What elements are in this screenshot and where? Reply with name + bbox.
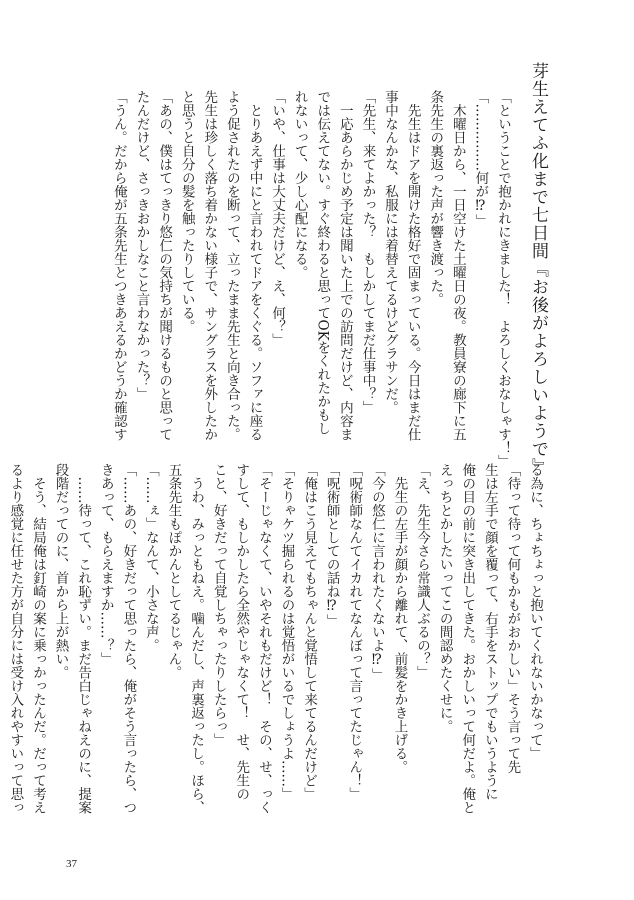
text-line: こと、好きだって自覚しちゃったりしたらっ」 <box>210 463 227 747</box>
text-line: きあって、もらえますか……？」 <box>97 463 114 666</box>
text-line: 「呪術師としての話ね⁉︎」 <box>323 463 340 628</box>
text-line: 「俺はこう見えてもちゃんと覚悟して来てるんだけど」 <box>301 463 318 801</box>
text-line: 事中なんかな、私服には着替えてるけどグラサンだ。 <box>382 90 399 414</box>
text-line: 「待って待って何もかもがおかしい」そう言って先 <box>504 463 521 774</box>
text-line: 段階だってのに、首から上が熱い。 <box>52 463 69 679</box>
text-line: 「……ぇ」なんて、小さな声。 <box>142 463 159 652</box>
text-line: とりあえず中にと言われてドアをくぐる。ソファに座る <box>246 90 263 441</box>
text-line: 「いや、仕事は大丈夫だけど、え、何？」 <box>269 90 286 347</box>
text-line: 木曜日から、一日空けた土曜日の夜。教員寮の廊下に五 <box>449 90 466 441</box>
text-line: よう促されたのを断って、立ったまま先生と向き合った。 <box>223 90 240 441</box>
text-line: 「ということで抱かれにきました！ よろしくおなしゃす！」 <box>495 90 511 468</box>
text-line: と思うと自分の髪を触ったりしている。 <box>178 90 195 333</box>
chapter-title: 芽生えてふ化まで七日間『お後がよろしいようで』 <box>528 62 548 476</box>
text-line: 「呪術師なんてイカれてなんぼって言ってたじゃん！」 <box>346 463 363 801</box>
text-line: るより感覚に任せた方が自分には受け入れやすいって思っ <box>7 463 24 814</box>
text-line: 「うん。だから俺が五条先生とつきあえるかどうか確認す <box>110 90 127 441</box>
upper-text-block <box>74 90 514 468</box>
text-line: 先生の左手が顔から離れて、前髪をかき上げる。 <box>391 463 408 774</box>
text-line: たんだけど、さっきおかしなこと言わなかった？」 <box>133 90 150 401</box>
text-line: うわ、みっともねえ。噛んだし、声裏返ったし。ほら、 <box>188 463 205 814</box>
text-line: そう、結局俺は釘崎の案に乗っかったんだ。だって考え <box>29 463 46 814</box>
text-line: 「先生、来てよかった？ もしかしてまだ仕事中？」 <box>359 90 376 414</box>
text-line: 一応あらかじめ予定は聞いた上での訪問だけど、内容ま <box>336 90 353 441</box>
text-line: 先生は珍しく落ち着かない様子で、サングラスを外したか <box>201 90 218 441</box>
text-line: すして、もしかしたら全然やじゃなくて！ せ、先生の <box>233 463 250 801</box>
text-line: 「今の悠仁に言われたくないよ⁉︎」 <box>368 463 385 682</box>
text-line: 「あの、僕はてっきり悠仁の気持ちが聞けるものと思って <box>156 90 173 441</box>
text-line: 「そーじゃなくて、いやそれもだけど！ その、せ、っく <box>255 463 272 814</box>
text-line: ……待って、これ恥ずい。まだ告白じゃねえのに、提案 <box>75 463 92 814</box>
text-line: 五条先生もぽかんとしてるじゃん。 <box>165 463 182 679</box>
text-line: 「そりゃケツ掘られるのは覚悟がいるでしょうよ……」 <box>278 463 295 801</box>
text-line: 先生はドアを開けた格好で固まっている。今日はまだ仕 <box>404 90 421 441</box>
text-line: では伝えてない。すぐ終わると思ってOKをくれたかもし <box>314 90 331 436</box>
text-line: 「……あの、好きだって思ったら、俺がそう言ったら、つ <box>120 463 137 814</box>
text-line: 俺の目の前に突き出してきた。おかしいって何だよ。俺と <box>459 463 476 814</box>
text-line: る為に、ちょちょっと抱いてくれないかなって」 <box>527 463 543 760</box>
text-line: 「え、先生今さら常識人ぶるの？」 <box>414 463 431 679</box>
text-line: えっちとかしたいってこの間認めたくせに。 <box>436 463 453 733</box>
text-line: 生は左手で顔を覆って、右手をストップでもいうように <box>481 463 498 801</box>
lower-text-block <box>7 463 546 833</box>
text-line: 条先生の裏返った声が響き渡った。 <box>427 90 444 306</box>
text-line: 「……………何が⁉︎」 <box>472 90 489 228</box>
page-number: 37 <box>66 858 77 870</box>
text-line: れないって、少し心配になる。 <box>291 90 308 279</box>
